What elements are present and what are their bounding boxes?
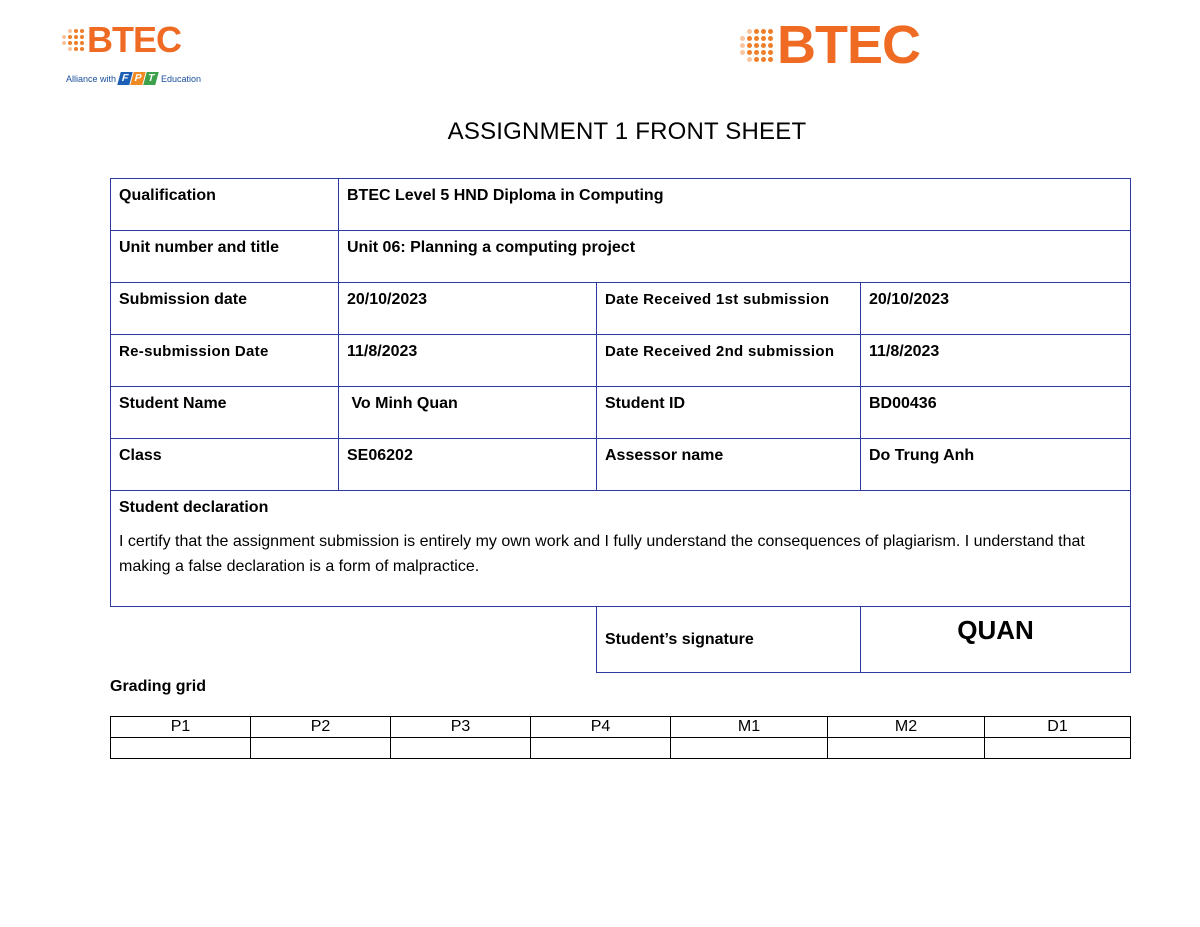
assessor-value: Do Trung Anh (861, 439, 1131, 491)
student-row (111, 387, 1131, 439)
student-name-value: Vo Minh Quan (339, 387, 597, 439)
qualification-value: BTEC Level 5 HND Diploma in Computing (339, 179, 1131, 231)
grade-cell-m1[interactable] (671, 738, 828, 759)
alliance-prefix: Alliance with (66, 73, 117, 84)
grade-header-p3: P3 (391, 717, 531, 738)
received1-value: 20/10/2023 (861, 283, 1131, 335)
received2-value: 11/8/2023 (861, 335, 1131, 387)
grading-grid-label: Grading grid (110, 678, 206, 695)
btec-logo-large (740, 15, 920, 75)
qualification-label: Qualification (111, 179, 339, 231)
grade-cell-p2[interactable] (251, 738, 391, 759)
signature-label: Student’s signature (597, 607, 861, 673)
signature-row (111, 607, 1131, 673)
resubmission-value: 11/8/2023 (339, 335, 597, 387)
class-row (111, 439, 1131, 491)
grade-header-m2: M2 (828, 717, 985, 738)
grade-cell-m2[interactable] (828, 738, 985, 759)
grade-header-p4: P4 (531, 717, 671, 738)
student-id-value: BD00436 (861, 387, 1131, 439)
received1-label: Date Received 1st submission (597, 283, 861, 335)
front-sheet-table (110, 178, 1131, 673)
alliance-tagline (66, 72, 201, 85)
grading-value-row (111, 738, 1131, 759)
btec-wordmark: BTEC (777, 15, 920, 75)
grade-header-p1: P1 (111, 717, 251, 738)
dots-icon (62, 29, 84, 51)
btec-logo-small (62, 19, 181, 60)
class-value: SE06202 (339, 439, 597, 491)
alliance-suffix: Education (161, 73, 202, 84)
declaration-text: I certify that the assignment submission is entirely my own work and I fully understand the consequences of plagiarism. I understand that making a false declaration is a form of malpractice. (119, 533, 1085, 575)
fpt-logo (119, 72, 158, 85)
resubmission-label: Re-submission Date (111, 335, 339, 387)
grading-header-row (111, 717, 1131, 738)
declaration-cell (111, 491, 1131, 607)
grade-header-p2: P2 (251, 717, 391, 738)
submission-label: Submission date (111, 283, 339, 335)
grade-header-d1: D1 (985, 717, 1131, 738)
submission-row (111, 283, 1131, 335)
grading-grid (110, 716, 1131, 759)
signature-value: QUAN (861, 607, 1131, 673)
unit-row (111, 231, 1131, 283)
declaration-heading: Student declaration (119, 499, 269, 516)
fpt-letter-t: T (143, 72, 158, 85)
student-id-label: Student ID (597, 387, 861, 439)
signature-spacer (111, 607, 597, 673)
assessor-label: Assessor name (597, 439, 861, 491)
fpt-letter-f: F (117, 72, 132, 85)
dots-icon (740, 29, 773, 62)
page-title: ASSIGNMENT 1 FRONT SHEET (447, 118, 807, 145)
unit-label: Unit number and title (111, 231, 339, 283)
declaration-row (111, 491, 1131, 607)
submission-value: 20/10/2023 (339, 283, 597, 335)
grade-cell-d1[interactable] (985, 738, 1131, 759)
class-label: Class (111, 439, 339, 491)
qualification-row (111, 179, 1131, 231)
fpt-letter-p: P (130, 72, 145, 85)
grade-cell-p4[interactable] (531, 738, 671, 759)
resubmission-row (111, 335, 1131, 387)
grade-header-m1: M1 (671, 717, 828, 738)
unit-value: Unit 06: Planning a computing project (339, 231, 1131, 283)
grade-cell-p3[interactable] (391, 738, 531, 759)
received2-label: Date Received 2nd submission (597, 335, 861, 387)
btec-wordmark: BTEC (87, 19, 181, 60)
student-name-label: Student Name (111, 387, 339, 439)
grade-cell-p1[interactable] (111, 738, 251, 759)
